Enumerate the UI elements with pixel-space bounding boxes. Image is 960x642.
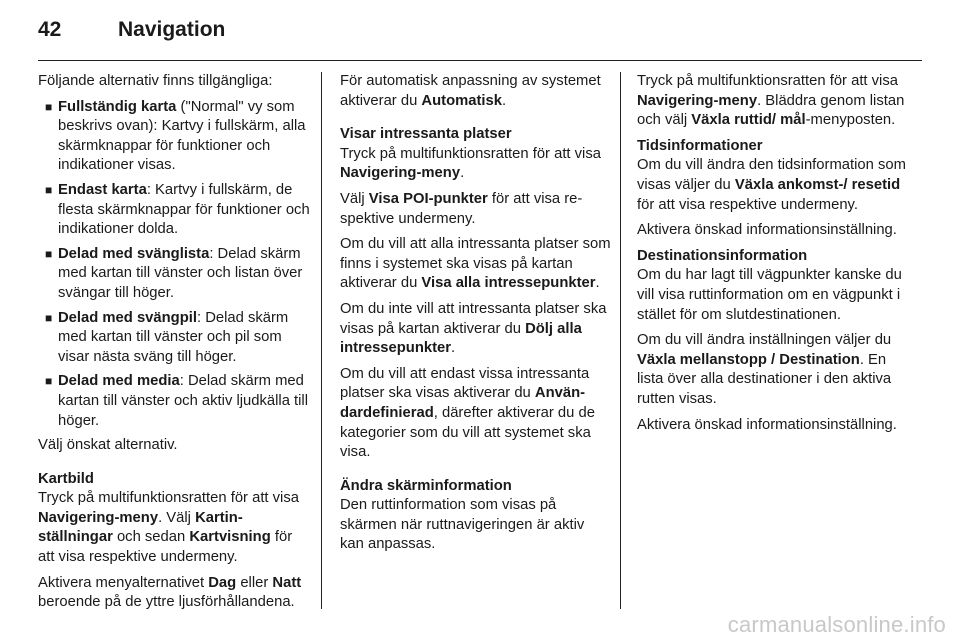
column-divider-1 [321, 72, 322, 609]
intro-text: Följande alternativ finns tillgängliga: [38, 73, 273, 89]
column-2 [340, 72, 612, 561]
list-item: ■ Delad med svänglista: Delad skärm med kartan till vänster och listan över svängar till höger. [45, 245, 303, 301]
list-item: ■ Fullständig karta ("Normal" vy som beskrivs ovan): Kartvy i fullskärm, alla skärmknappar för funktioner och indikationer visas. [45, 98, 306, 174]
destination-info-section: Destinationsinformation Om du har lagt till vägpunkter kanske du vill visa ruttinformation om en vägpunkt i stället för om slutdestinationen. [637, 247, 909, 325]
kartbild-section: Kartbild Tryck på multifunktionsratten för att visa Navigering-meny. Välj Kartinställningar och sedan Kartvisning för att visa respektive undermeny. [38, 470, 310, 568]
poi-section: Visar intressanta platser Tryck på multifunktionsratten för att visa Navigering-meny. [340, 125, 612, 184]
column-3 [637, 72, 909, 441]
bullet-icon: ■ [45, 246, 53, 261]
watermark: carmanualsonline.info [727, 612, 946, 637]
list-item: ■ Endast karta: Kartvy i fullskärm, de flesta skärmknappar för funktioner och indikationer dolda. [45, 181, 310, 238]
route-time-paragraph: Tryck på multifunktionsratten för att visa Navigering-meny. Bläddra genom listan och välj Växla ruttid/ mål-menyposten. [637, 73, 905, 129]
bullet-icon: ■ [45, 374, 53, 389]
time-info-section: Tidsinformationer Om du vill ändra den tidsinformation som visas väljer du Växla ankomst-/ resetid för att visa respektive undermeny. [637, 137, 909, 215]
screen-info-heading: Ändra skärminformation [340, 477, 512, 494]
page-number: 42 [38, 18, 62, 41]
poi-paragraph-5: Om du vill att endast vissa intressanta platser ska visas aktiverar du Användardefinierad, därefter aktiverar du de kategorier som du vill att systemet ska visa. [340, 365, 595, 461]
options-list [38, 98, 310, 432]
bullet-icon: ■ [45, 99, 53, 114]
time-info-heading: Tidsinformationer [637, 137, 763, 154]
bullet-icon: ■ [45, 182, 53, 197]
poi-heading: Visar intressanta platser [340, 126, 512, 143]
time-info-paragraph-2: Aktivera önskad informationsinställning. [637, 222, 897, 239]
screen-info-section: Ändra skärminformation Den ruttinformation som visas på skärmen när ruttnavigeringen är aktiv kan anpassas. [340, 477, 612, 555]
list-item: ■ Delad med media: Delad skärm med kartan till vänster och aktiv ljudkälla till höger. [45, 373, 309, 429]
column-1 [38, 72, 310, 619]
poi-paragraph-4: Om du inte vill att intressanta platser ska visas på kartan aktiverar du Dölj alla intressepunkter. [340, 300, 607, 357]
page-title: Navigation [118, 18, 226, 41]
header-rule [38, 60, 922, 61]
automatic-paragraph: För automatisk anpassning av systemet aktiverar du Automatisk. [340, 73, 601, 109]
destination-paragraph-3: Aktivera önskad informationsinställning. [637, 416, 897, 433]
page-header [38, 18, 225, 48]
column-divider-2 [620, 72, 621, 609]
list-item: ■ Delad med svängpil: Delad skärm med kartan till vänster och pil som visar nästa sväng till höger. [45, 309, 289, 365]
kartbild-paragraph-2: Aktivera menyalternativet Dag eller Natt beroende på de yttre ljusförhållandena. [38, 574, 302, 611]
poi-paragraph-2: Välj Visa POI-punkter för att visa respektive undermeny. [340, 190, 583, 227]
poi-paragraph-3: Om du vill att alla intressanta platser som finns i systemet ska visas på kartan aktiverar du Visa alla intressepunkter. [340, 236, 611, 292]
destination-info-heading: Destinationsinformation [637, 247, 808, 264]
bullet-icon: ■ [45, 310, 53, 325]
kartbild-heading: Kartbild [38, 470, 94, 487]
choose-text: Välj önskat alternativ. [38, 437, 178, 454]
destination-paragraph-2: Om du vill ändra inställningen väljer du Växla mellanstopp / Destination. En lista över alla destinationer i den aktiva rutten visas. [637, 332, 892, 407]
